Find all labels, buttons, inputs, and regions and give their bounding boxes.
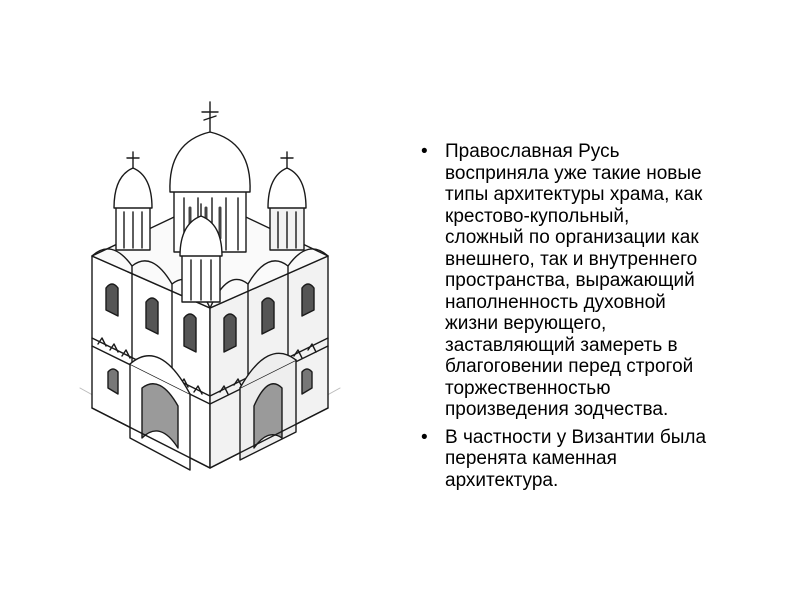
- cathedral-illustration: [60, 88, 360, 488]
- bullet-line: Православная Русь: [445, 141, 620, 162]
- bullet-item-1: [415, 141, 780, 421]
- bullet-line: торжественностью: [445, 377, 611, 399]
- bullet-dot: •: [421, 141, 428, 162]
- bullet-line: В частности у Византии была: [445, 426, 707, 448]
- bullet-line: перенята каменная: [445, 448, 617, 469]
- bullet-line: благоговении перед строгой: [445, 356, 694, 377]
- bullet-line: жизни верующего,: [445, 313, 607, 334]
- bullet-line: типы архитектуры храма, как: [445, 184, 703, 205]
- bullet-item-2: [415, 427, 780, 492]
- text-block: [415, 141, 780, 497]
- bullet-line: наполненность духовной: [445, 291, 666, 313]
- bullet-line: заставляющий замереть в: [445, 334, 678, 356]
- dome-right: [268, 152, 306, 250]
- bullet-line: архитектура.: [445, 469, 559, 491]
- bullet-line: сложный по организации как: [445, 227, 699, 248]
- bullet-line: произведения зодчества.: [445, 399, 669, 420]
- bullet-list: [415, 141, 780, 491]
- bullet-line: крестово-купольный,: [445, 205, 630, 227]
- dome-left: [114, 152, 152, 250]
- bullet-line: пространства, выражающий: [445, 270, 695, 291]
- bullet-line: восприняла уже такие новые: [445, 162, 702, 184]
- bullet-dot: •: [421, 426, 428, 448]
- bullet-line: внешнего, так и внутреннего: [445, 248, 698, 270]
